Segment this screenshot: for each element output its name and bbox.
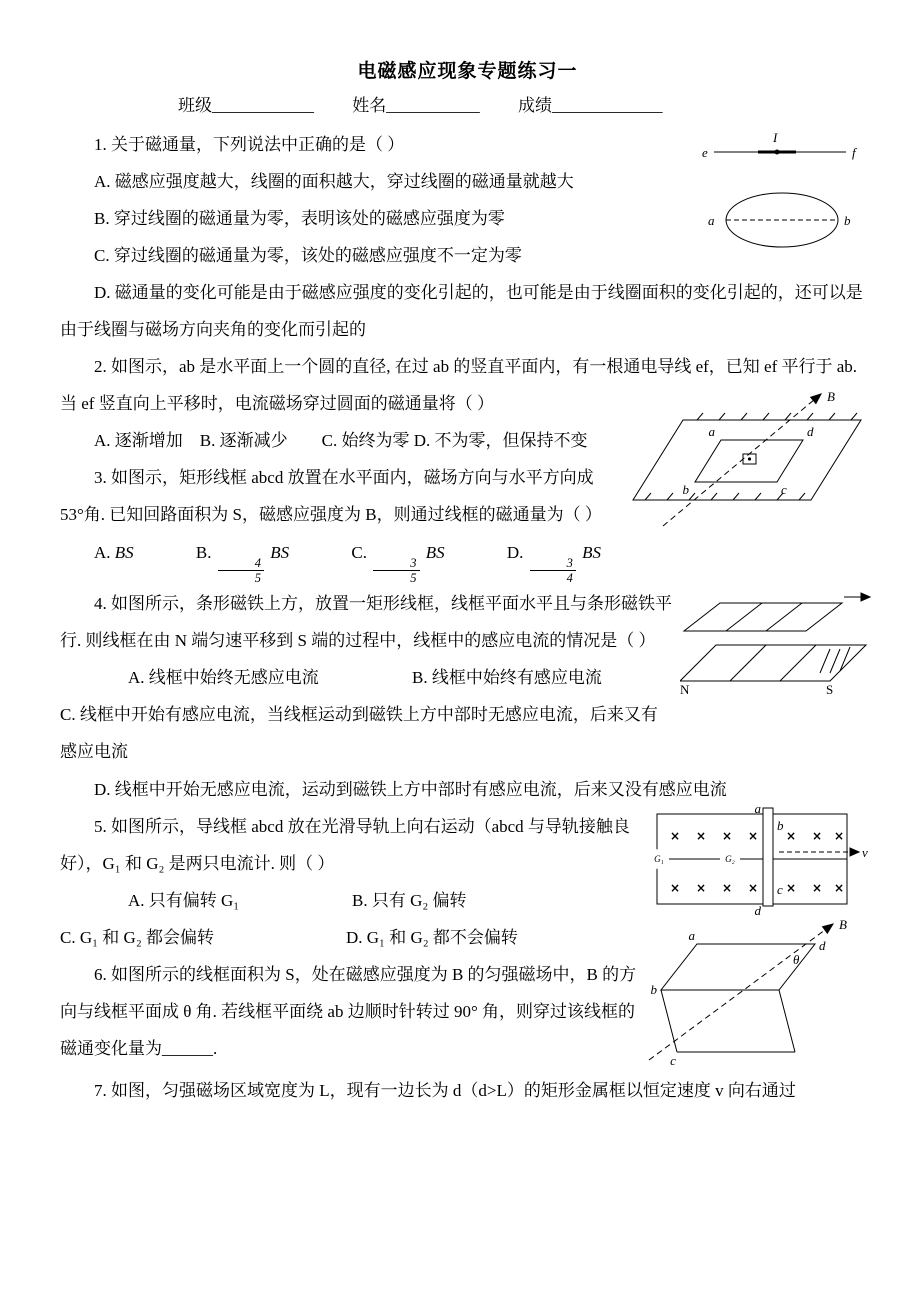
wire-label-f: f [852,145,856,160]
svg-text:×: × [785,828,797,843]
field-line [663,394,821,526]
svg-text:×: × [669,880,681,895]
svg-text:×: × [721,880,733,895]
frame-label-b: b [777,817,784,833]
circle-label-b: b [844,213,851,228]
q4-option-d: D. 线框中开始无感应电流，运动到磁铁上方中部时有感应电流，后来又没有感应电流 [94,779,727,799]
q1-option-b: B. 穿过线圈的磁通量为零，表明该处的磁感应强度为零 [94,209,505,229]
q1-option-d: D. 磁通量的变化可能是由于磁感应强度的变化引起的，也可能是由于线圈面积的变化引起的，还可以是由于线圈与磁场方向夹角的变化而引起的 [60,283,863,340]
plane-outline [633,413,861,500]
corner-label-b: b [650,981,657,997]
frame-label-d: d [754,902,761,917]
q4-diagram [680,587,875,699]
svg-text:×: × [747,828,759,843]
q5-option-b: B. 只有 G₂ 偏转 [352,890,467,910]
q2-q3-diagram [625,388,875,528]
field-into-page-marks [670,829,844,895]
wire-label-e: e [702,145,708,160]
loop-plane [661,944,815,990]
q1-option-c: C. 穿过线圈的磁通量为零，该处的磁感应强度不一定为零 [94,246,522,266]
svg-text:×: × [811,828,823,843]
q5-stem: 5. 如图所示，导线框 abcd 放在光滑导轨上向右运动（abcd 与导轨接触良好），G₁ 和 G₂ 是两只电流计. 则（ ） [60,816,630,873]
frame-label-a: a [754,801,761,816]
field-label-B: B [827,389,835,405]
svg-text:×: × [669,828,681,843]
circle-label-a: a [708,213,715,228]
svg-text:×: × [695,880,707,895]
q1-stem: 1. 关于磁通量，下列说法中正确的是（ ） [94,135,405,154]
field-label-B: B [839,916,847,932]
sliding-frame [763,808,773,906]
svg-text:×: × [833,880,845,895]
q5-option-c: C. G₁ 和 G₂ 都会偏转 [60,927,214,947]
score-blank: 成绩_____________ [518,96,663,115]
fraction: $\frac{3}{5}$ [373,556,419,586]
page-title: 电磁感应现象专题练习一 [357,61,578,82]
magnet-label-S: S [826,682,834,698]
loop-label-d: d [807,424,814,440]
rails-diagram [645,802,875,917]
q3-option-c: C. $\frac{3}{5}$ BS [351,542,445,585]
q4-option-b: B. 线框中始终有感应电流 [412,668,602,688]
magnet-loop-diagram [680,587,875,699]
svg-text:×: × [833,828,845,843]
tilted-loop-diagram [647,916,875,1068]
svg-text:×: × [695,828,707,843]
corner-label-d: d [819,937,826,953]
magnet-label-N: N [680,682,690,698]
q2-stem: 2. 如图示，ab 是水平面上一个圆的直径, 在过 ab 的竖直平面内，有一根通电导线 ef，已知 ef 平行于 ab. 当 ef 竖直向上平移时，电流磁场穿过圆面的磁通量将（ ） [60,357,858,414]
plane-loop-diagram [625,388,875,528]
q3-stem: 3. 如图示，矩形线框 abcd 放置在水平面内，磁场方向与水平方向成 53°角. 已知回路面积为 S，磁感应强度为 B，则通过线框的磁通量为（ ） [60,468,602,525]
g1-label: G₁ [654,853,664,864]
q7-stem: 7. 如图，匀强磁场区域宽度为 L，现有一边长为 d（d>L）的矩形金属框以恒定速度 v 向右通过 [94,1080,796,1100]
header-fields [60,91,875,116]
fraction: $\frac{4}{5}$ [218,556,264,586]
current-wire-diagram [700,130,875,170]
class-blank: 班级____________ [178,96,314,115]
loop-label-c: c [781,482,787,498]
corner-label-a: a [688,927,695,943]
velocity-arrow [850,848,859,856]
q6-stem: 6. 如图所示的线框面积为 S，处在磁感应强度为 B 的匀强磁场中，B 的方向与线框平面成 θ 角. 若线框平面绕 ab 边顺时针转过 90° 角，则穿过该线框的磁通变化量为______. [60,964,637,1058]
q5-option-a: A. 只有偏转 G₁ [128,890,240,910]
circle-diagram [700,184,875,254]
moving-loop [684,603,842,631]
svg-text:×: × [785,880,797,895]
loop-abcd [695,440,803,482]
q3-option-d: D. $\frac{3}{4}$ BS [506,542,602,585]
loop-label-a: a [708,424,715,440]
q5-option-d: D. G₁ 和 G₂ 都不会偏转 [346,927,518,947]
q4-option-a: A. 线框中始终无感应电流 [128,668,319,688]
frame-label-c: c [777,881,783,897]
angle-label-theta: θ [793,951,800,967]
q5-diagram [645,802,875,917]
q3-options [60,534,875,586]
fraction: $\frac{3}{4}$ [530,556,576,586]
q2-options: A. 逐渐增加 B. 逐渐减少 C. 始终为零 D. 不为零，但保持不变 [94,431,588,451]
q1-diagram [700,130,875,254]
bar-magnet [680,645,866,681]
q4-option-c: C. 线框中开始有感应电流，当线框运动到磁铁上方中部时无感应电流，后来又有感应电流 [60,705,658,762]
svg-text:×: × [721,828,733,843]
svg-text:×: × [811,880,823,895]
q4-stem: 4. 如图所示，条形磁铁上方，放置一矩形线框，线框平面水平且与条形磁铁平行. 则线框在由 N 端匀速平移到 S 端的过程中，线框中的感应电流的情况是（ ） [60,594,672,651]
q6-diagram [647,916,875,1068]
name-blank: 姓名___________ [352,96,480,115]
q3-option-a: A. BS [94,542,134,562]
corner-label-c: c [670,1052,676,1068]
velocity-label-v: v [862,844,868,860]
q1-option-a: A. 磁感应强度越大，线圈的面积越大，穿过线圈的磁通量就越大 [94,172,574,192]
velocity-arrow [861,593,870,601]
g2-label: G₂ [725,853,735,864]
q3-option-b: B. $\frac{4}{5}$ BS [195,542,290,585]
current-label-I: I [773,130,778,145]
svg-text:×: × [747,880,759,895]
loop-label-b: b [682,482,689,498]
